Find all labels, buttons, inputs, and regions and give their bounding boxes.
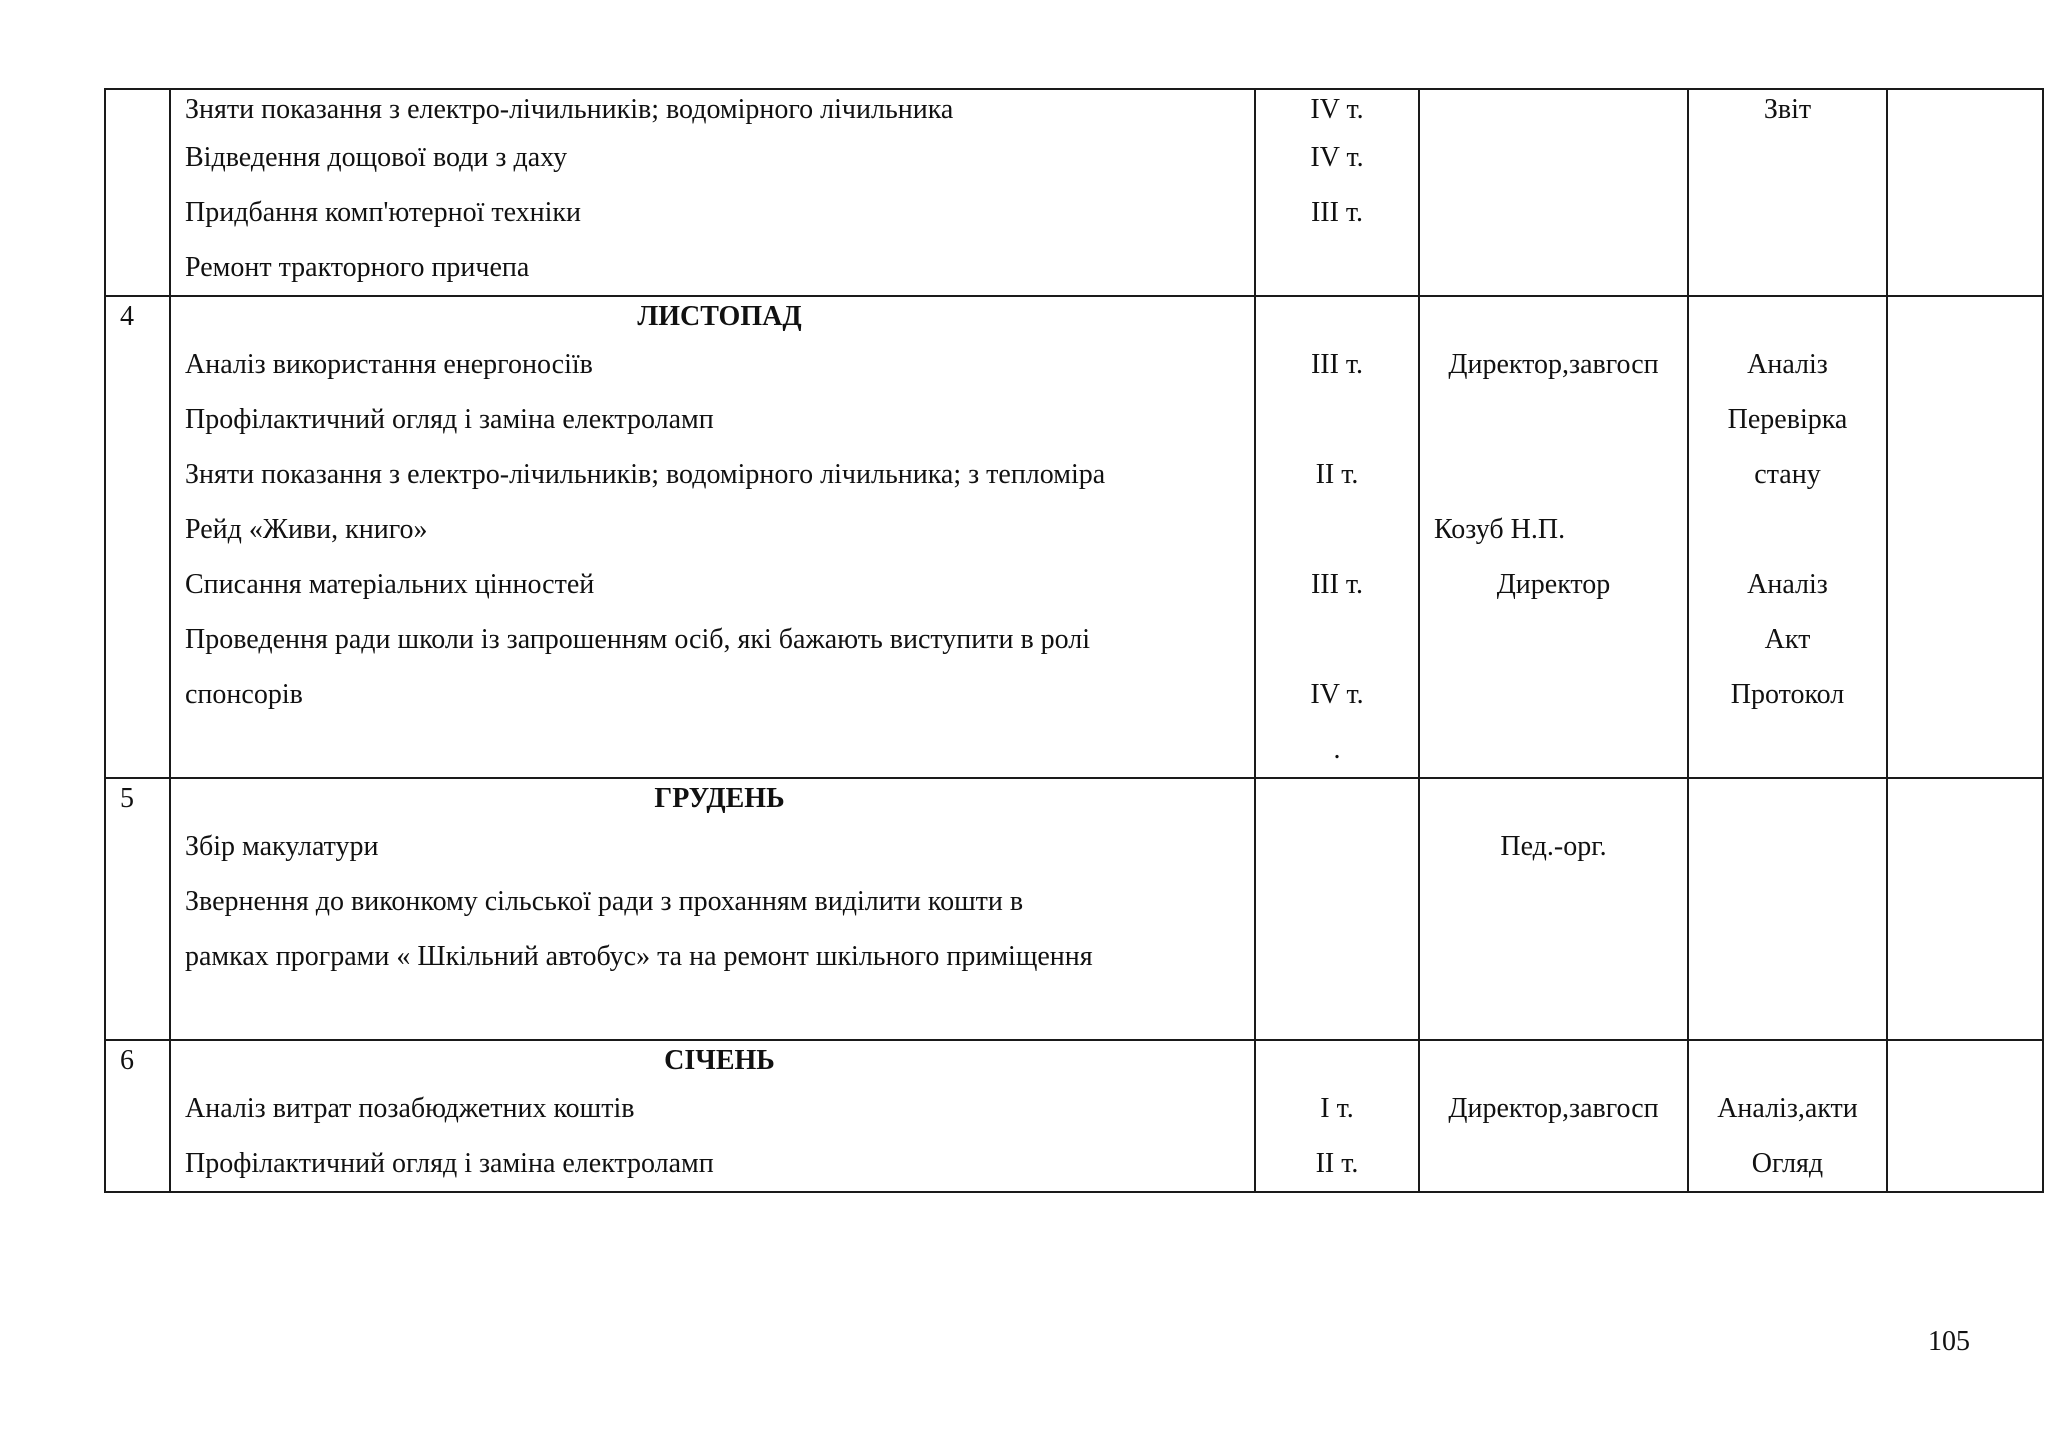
cell-line: Рейд «Живи, книго» bbox=[185, 514, 428, 545]
cell-line: Придбання комп'ютерної техніки bbox=[185, 197, 581, 228]
table-row bbox=[105, 89, 2043, 296]
month-heading: ЛИСТОПАД bbox=[637, 301, 802, 332]
cell-line: III т. bbox=[1310, 349, 1364, 380]
cell-line bbox=[1420, 874, 1687, 929]
month-spacer bbox=[1434, 297, 1687, 337]
cell-line: Списання матеріальних цінностей bbox=[185, 569, 595, 600]
cell-line bbox=[1420, 929, 1687, 984]
cell-line: стану bbox=[1754, 459, 1821, 490]
month-spacer bbox=[1689, 1041, 1886, 1081]
cell-line bbox=[1256, 819, 1418, 874]
cell-line bbox=[1420, 240, 1687, 295]
cell-line bbox=[1256, 984, 1418, 1039]
month-spacer bbox=[1689, 779, 1886, 819]
cell-line bbox=[1434, 667, 1687, 722]
cell-line: Зняти показання з електро-лічильників; водомірного лічильника bbox=[185, 94, 954, 125]
responsible-cell bbox=[1419, 296, 1688, 778]
cell-line bbox=[1420, 130, 1687, 185]
page-number: 105 bbox=[1928, 1326, 1970, 1357]
cell-line bbox=[1689, 130, 1886, 185]
task-cell bbox=[170, 89, 1255, 296]
row-number: 6 bbox=[120, 1045, 134, 1076]
row-number-cell bbox=[105, 1040, 170, 1192]
term-cell bbox=[1255, 296, 1419, 778]
cell-line: Проведення ради школи із запрошенням осіб, які бажають виступити в ролі bbox=[185, 624, 1091, 655]
cell-line: Ремонт тракторного причепа bbox=[185, 252, 530, 283]
cell-line bbox=[185, 984, 1254, 1039]
result-form-cell bbox=[1688, 1040, 1887, 1192]
cell-line: рамках програми « Шкільний автобус» та на ремонт шкільного приміщення bbox=[185, 941, 1093, 972]
cell-line bbox=[1256, 874, 1418, 929]
notes-cell bbox=[1887, 1040, 2043, 1192]
cell-line bbox=[1420, 984, 1687, 1039]
result-form-cell bbox=[1688, 778, 1887, 1040]
notes-cell bbox=[1887, 296, 2043, 778]
task-cell bbox=[170, 778, 1255, 1040]
task-cell bbox=[170, 296, 1255, 778]
cell-line bbox=[1256, 240, 1418, 295]
cell-line bbox=[1434, 612, 1687, 667]
responsible-cell bbox=[1419, 89, 1688, 296]
cell-line bbox=[185, 722, 1254, 777]
cell-line: IV т. bbox=[1310, 94, 1364, 125]
cell-line: IV т. bbox=[1310, 142, 1364, 173]
month-spacer bbox=[1256, 1041, 1418, 1081]
cell-line: Козуб Н.П. bbox=[1434, 514, 1566, 545]
cell-line bbox=[1689, 722, 1886, 777]
result-form-cell bbox=[1688, 296, 1887, 778]
cell-line: Огляд bbox=[1751, 1148, 1824, 1179]
cell-line bbox=[1256, 392, 1418, 447]
cell-line bbox=[1689, 874, 1886, 929]
cell-line: . bbox=[1333, 734, 1341, 765]
row-number-cell bbox=[105, 296, 170, 778]
cell-line: Профілактичний огляд і заміна електроламп bbox=[185, 1148, 714, 1179]
responsible-cell bbox=[1419, 1040, 1688, 1192]
cell-line: Перевірка bbox=[1727, 404, 1848, 435]
cell-line bbox=[1256, 612, 1418, 667]
cell-line bbox=[1420, 1136, 1687, 1191]
cell-line: II т. bbox=[1315, 459, 1359, 490]
table-row bbox=[105, 296, 2043, 778]
cell-line: III т. bbox=[1310, 197, 1364, 228]
cell-line: Пед.-орг. bbox=[1500, 831, 1607, 862]
cell-line bbox=[1689, 929, 1886, 984]
cell-line: Звіт bbox=[1763, 94, 1812, 125]
cell-line: I т. bbox=[1320, 1093, 1354, 1124]
cell-line bbox=[1434, 447, 1687, 502]
cell-line bbox=[1689, 240, 1886, 295]
cell-line bbox=[1434, 722, 1687, 777]
result-form-cell bbox=[1688, 89, 1887, 296]
month-spacer bbox=[1689, 297, 1886, 337]
cell-line: Директор,завгосп bbox=[1448, 1093, 1659, 1124]
cell-line bbox=[1420, 185, 1687, 240]
month-spacer bbox=[1256, 297, 1418, 337]
row-number: 4 bbox=[120, 301, 134, 332]
term-cell bbox=[1255, 778, 1419, 1040]
cell-line bbox=[1434, 392, 1687, 447]
responsible-cell bbox=[1419, 778, 1688, 1040]
row-number: 5 bbox=[120, 783, 134, 814]
cell-line: Збір макулатури bbox=[185, 831, 379, 862]
month-heading: ГРУДЕНЬ bbox=[654, 783, 785, 814]
cell-line: Аналіз використання енергоносіїв bbox=[185, 349, 593, 380]
cell-line: Звернення до виконкому сільської ради з проханням виділити кошти в bbox=[185, 886, 1024, 917]
cell-line: Зняти показання з електро-лічильників; водомірного лічильника; з тепломіра bbox=[185, 459, 1106, 490]
cell-line bbox=[1689, 185, 1886, 240]
cell-line bbox=[1256, 929, 1418, 984]
cell-line: Протокол bbox=[1730, 679, 1845, 710]
cell-line: Директор bbox=[1496, 569, 1611, 600]
month-spacer bbox=[1420, 779, 1687, 819]
notes-cell bbox=[1887, 89, 2043, 296]
cell-line bbox=[1256, 502, 1418, 557]
cell-line: Аналіз bbox=[1747, 349, 1828, 380]
table-body bbox=[105, 89, 2043, 1192]
term-cell bbox=[1255, 1040, 1419, 1192]
cell-line: Профілактичний огляд і заміна електроламп bbox=[185, 404, 714, 435]
row-number bbox=[120, 90, 169, 130]
cell-line bbox=[1689, 502, 1886, 557]
cell-line: Акт bbox=[1764, 624, 1811, 655]
table-row bbox=[105, 778, 2043, 1040]
cell-line: III т. bbox=[1310, 569, 1364, 600]
month-spacer bbox=[1256, 779, 1418, 819]
cell-line bbox=[1689, 984, 1886, 1039]
table-row bbox=[105, 1040, 2043, 1192]
cell-line: Директор,завгосп bbox=[1448, 349, 1659, 380]
month-spacer bbox=[1420, 1041, 1687, 1081]
cell-line: Аналіз,акти bbox=[1717, 1093, 1858, 1124]
task-cell bbox=[170, 1040, 1255, 1192]
cell-line bbox=[1689, 819, 1886, 874]
cell-line: II т. bbox=[1315, 1148, 1359, 1179]
notes-cell bbox=[1887, 778, 2043, 1040]
term-cell bbox=[1255, 89, 1419, 296]
cell-line: спонсорів bbox=[185, 679, 303, 710]
cell-line: Відведення дощової води з даху bbox=[185, 142, 568, 173]
cell-line: Аналіз витрат позабюджетних коштів bbox=[185, 1093, 635, 1124]
row-number-cell bbox=[105, 89, 170, 296]
cell-line bbox=[1420, 90, 1687, 130]
cell-line: IV т. bbox=[1310, 679, 1364, 710]
month-heading: СІЧЕНЬ bbox=[664, 1045, 775, 1076]
row-number-cell bbox=[105, 778, 170, 1040]
cell-line: Аналіз bbox=[1747, 569, 1828, 600]
work-plan-table bbox=[104, 88, 2044, 1193]
